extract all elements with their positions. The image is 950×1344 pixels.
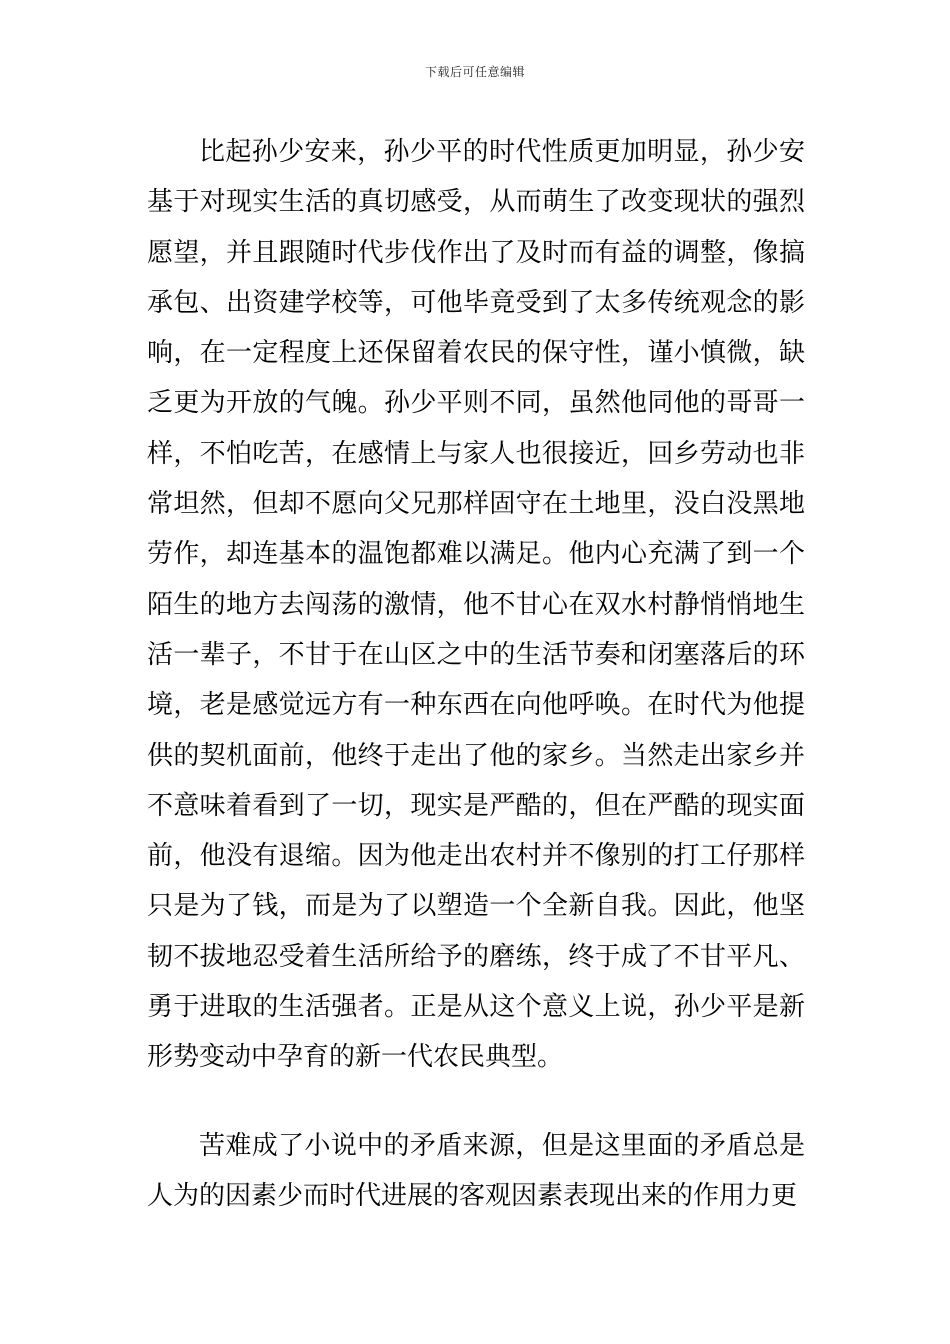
paragraph-1: 比起孙少安来，孙少平的时代性质更加明显，孙少安基于对现实生活的真切感受，从而萌生了改变现状的强烈愿望，并且跟随时代步伐作出了及时而有益的调整，像搞承包、出资建学校等，可他毕竟受到了太多传统观念的影响，在一定程度上还保留着农民的保守性，谨小慎微，缺乏更为开放的气魄。孙少平则不同，虽然他同他的哥哥一样，不怕吃苦，在感情上与家人也很接近，回乡劳动也非常坦然，但却不愿向父兄那样固守在土地里，没白没黑地劳作，却连基本的温饱都难以满足。他内心充满了到一个陌生的地方去闯荡的激情，他不甘心在双水村静悄悄地生活一辈子，不甘于在山区之中的生活节奏和闭塞落后的环境，老是感觉远方有一种东西在向他呼唤。在时代为他提供的契机面前，他终于走出了他的家乡。当然走出家乡并不意味着看到了一切，现实是严酷的，但在严酷的现实面前，他没有退缩。因为他走出农村并不像别的打工仔那样只是为了钱，而是为了以塑造一个全新自我。因此，他坚韧不拔地忍受着生活所给予的磨练，终于成了不甘平凡、勇于进取的生活强者。正是从这个意义上说，孙少平是新形势变动中孕育的新一代农民典型。 xyxy=(147,137,805,1073)
download-note: 下载后可任意编辑 xyxy=(424,65,525,79)
paragraph-2: 苦难成了小说中的矛盾来源，但是这里面的矛盾总是人为的因素少而时代进展的客观因素表现出来的作用力更 xyxy=(147,1131,805,1212)
